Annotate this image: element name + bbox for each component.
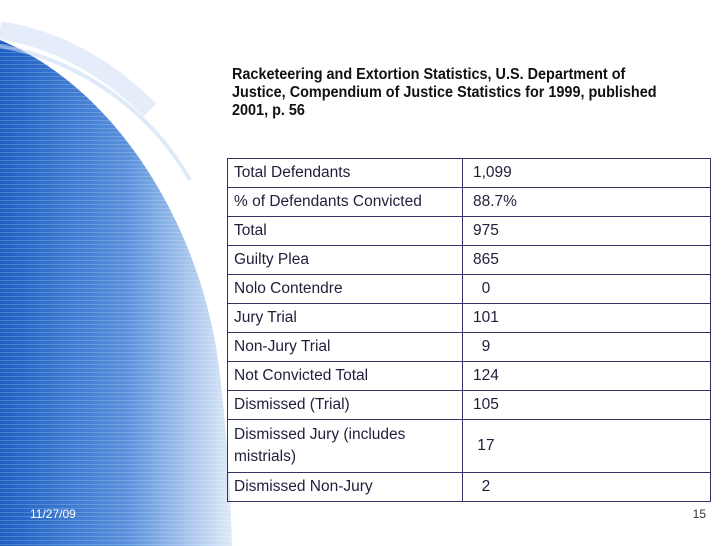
table-row: [228, 362, 711, 391]
row-value: 101: [463, 304, 711, 333]
footer-date: 11/27/09: [30, 507, 76, 521]
table-row: [228, 188, 711, 217]
row-value: 88.7%: [463, 188, 711, 217]
row-value: 124: [463, 362, 711, 391]
row-label: Guilty Plea: [228, 246, 463, 275]
table-row: [228, 391, 711, 420]
row-value: 9: [463, 333, 711, 362]
row-label: Nolo Contendre: [228, 275, 463, 304]
table-row: [228, 333, 711, 362]
row-label: Dismissed Jury (includes mistrials): [228, 420, 463, 473]
row-label: Jury Trial: [228, 304, 463, 333]
row-value: 17: [463, 420, 711, 473]
row-label: Total: [228, 217, 463, 246]
table-row: [228, 473, 711, 502]
row-value: 975: [463, 217, 711, 246]
row-value: 105: [463, 391, 711, 420]
row-label: Dismissed (Trial): [228, 391, 463, 420]
table-row: [228, 246, 711, 275]
table-row: [228, 420, 711, 473]
page-number: 15: [692, 507, 706, 521]
row-value: 2: [463, 473, 711, 502]
table-row: [228, 159, 711, 188]
row-value: 865: [463, 246, 711, 275]
table-row: [228, 217, 711, 246]
table-row: [228, 304, 711, 333]
row-value: 1,099: [463, 159, 711, 188]
row-value: 0: [463, 275, 711, 304]
row-label: Dismissed Non-Jury: [228, 473, 463, 502]
table-row: [228, 275, 711, 304]
row-label: Not Convicted Total: [228, 362, 463, 391]
row-label: % of Defendants Convicted: [228, 188, 463, 217]
row-label: Total Defendants: [228, 159, 463, 188]
row-label: Non-Jury Trial: [228, 333, 463, 362]
statistics-table: [227, 158, 711, 502]
table-body: [228, 159, 711, 502]
slide-title: Racketeering and Extortion Statistics, U.S. Department of Justice, Compendium of Justice Statistics for 1999, published 2001, p. 56: [232, 66, 657, 119]
